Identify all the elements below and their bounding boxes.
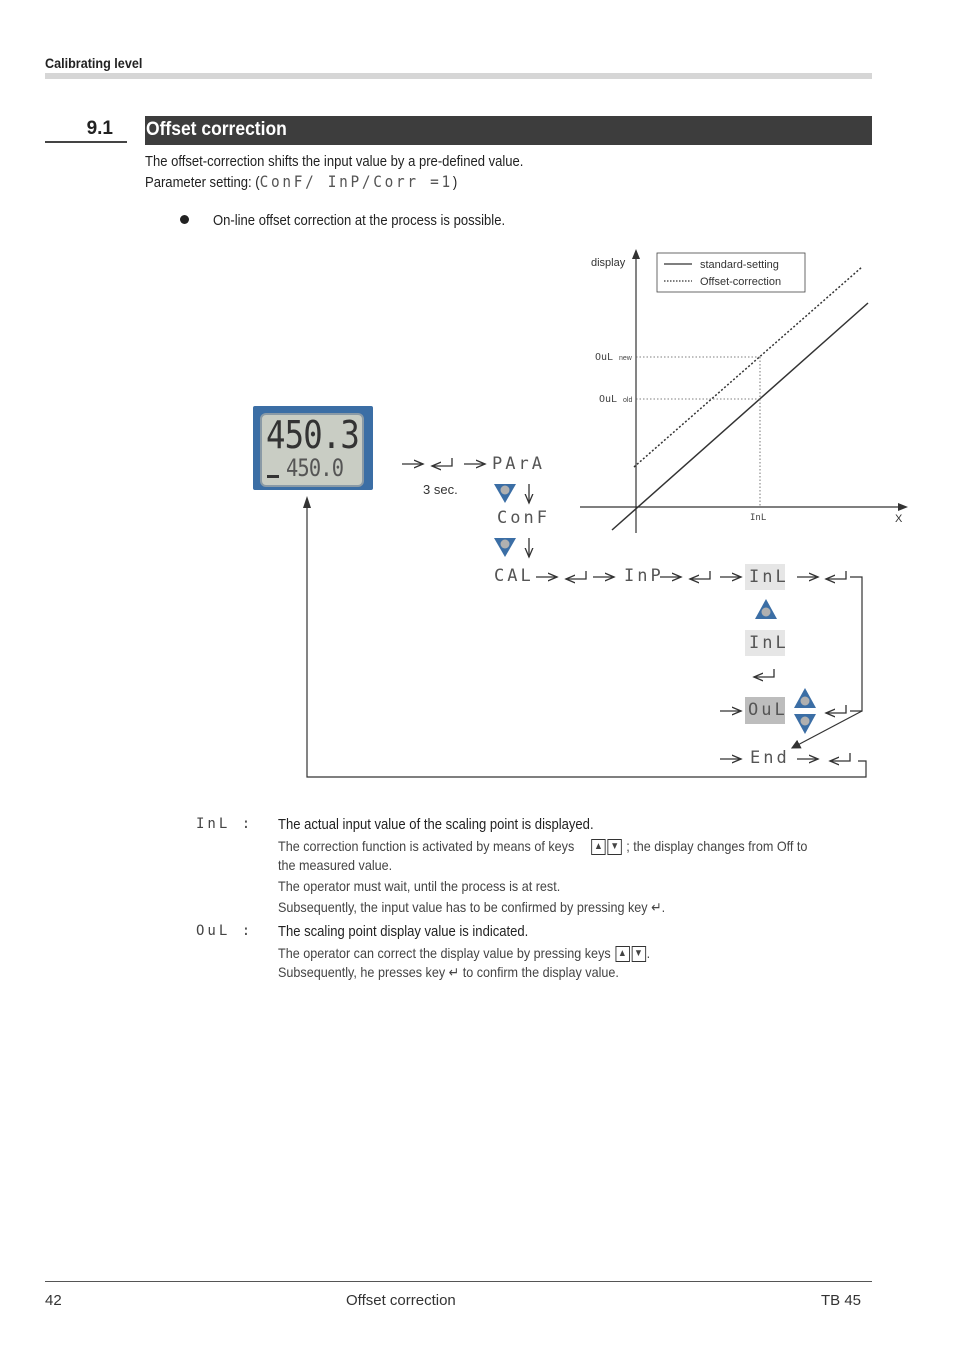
section-number: 9.1 [45,117,127,143]
flow-end: End [750,748,790,768]
enter-key-icon [566,571,586,579]
enter-key-icon: ↵ [651,899,662,915]
x-axis-label: X [895,513,903,525]
footer-center-title: Offset correction [346,1292,456,1309]
oul-old-label: OuL [599,394,618,405]
enter-key-icon [690,571,710,579]
footer-rule [45,1281,872,1282]
def-inl-line: the measured value. [278,857,393,873]
flow-inl-2: InL [745,630,785,656]
flow-para: PArA [492,454,545,474]
flow-conf: ConF [497,508,550,528]
up-key-icon: ▲ [591,839,605,855]
flow-cal: CAL [494,566,534,586]
enter-key-icon: ↵ [448,964,460,980]
loop-line [850,577,862,711]
footer-page-number: 42 [45,1292,62,1309]
up-key-icon: ▲ [615,946,629,962]
def-oul-title: The scaling point display value is indicated. [278,924,529,940]
footer-doc-id: TB 45 [821,1292,862,1309]
enter-key-icon [432,458,452,466]
up-key-icon[interactable] [794,688,816,708]
flow-inl-1: InL [745,564,785,590]
intro-suffix: ) [452,175,458,191]
down-key-icon: ▼ [607,839,621,855]
def-inl-line: The operator must wait, until the process is at rest. [278,878,561,894]
oul-new-suffix: new [619,355,632,362]
up-key-icon[interactable] [755,599,777,619]
down-key-icon: ▼ [631,946,645,962]
def-inl-code: InL : [196,816,254,832]
enter-key-icon [830,753,850,761]
down-key-icon[interactable] [494,538,516,557]
enter-key-icon [754,669,774,677]
def-inl-line: The correction function is activated by means of keys ▲ ▼ ; the display changes from Off to [278,838,808,854]
page-header-title: Calibrating level [45,55,143,71]
def-oul-line: The operator can correct the display value by pressing keys ▲ ▼ . [278,945,651,961]
flow-oul: OuL [745,697,785,724]
def-oul-line: Subsequently, he presses key ↵ to confirm the display value. [278,964,619,980]
y-axis-label: display [591,257,626,269]
def-inl-line: Subsequently, the input value has to be confirmed by pressing key ↵. [278,899,666,915]
section-title: Offset correction [146,119,287,140]
down-key-icon[interactable] [794,714,816,734]
bullet-text: On-line offset correction at the process is possible. [213,213,506,229]
flow-inp: InP [624,566,664,586]
intro-param-code: ConF/ InP/Corr =1 [259,172,453,191]
return-arrow-icon [303,496,311,508]
device-sub-value: 450.0 [286,454,344,482]
def-oul-code: OuL : [196,923,254,939]
legend-solid-label: standard-setting [700,259,779,271]
legend-dotted-label: Offset-correction [700,276,782,288]
def-inl-title: The actual input value of the scaling point is displayed. [278,817,594,833]
inl-tick-label: InL [750,513,767,523]
down-key-icon[interactable] [494,484,516,503]
hold-time-label: 3 sec. [423,482,458,497]
device-main-value: 450.3 [266,413,359,457]
intro-line-1: The offset-correction shifts the input value by a pre-defined value. [145,154,524,170]
intro-prefix: Parameter setting: ( [145,175,260,191]
enter-key-icon [826,571,846,579]
enter-key-icon [826,705,846,713]
oul-old-suffix: old [623,397,633,404]
oul-new-label: OuL [595,352,614,363]
